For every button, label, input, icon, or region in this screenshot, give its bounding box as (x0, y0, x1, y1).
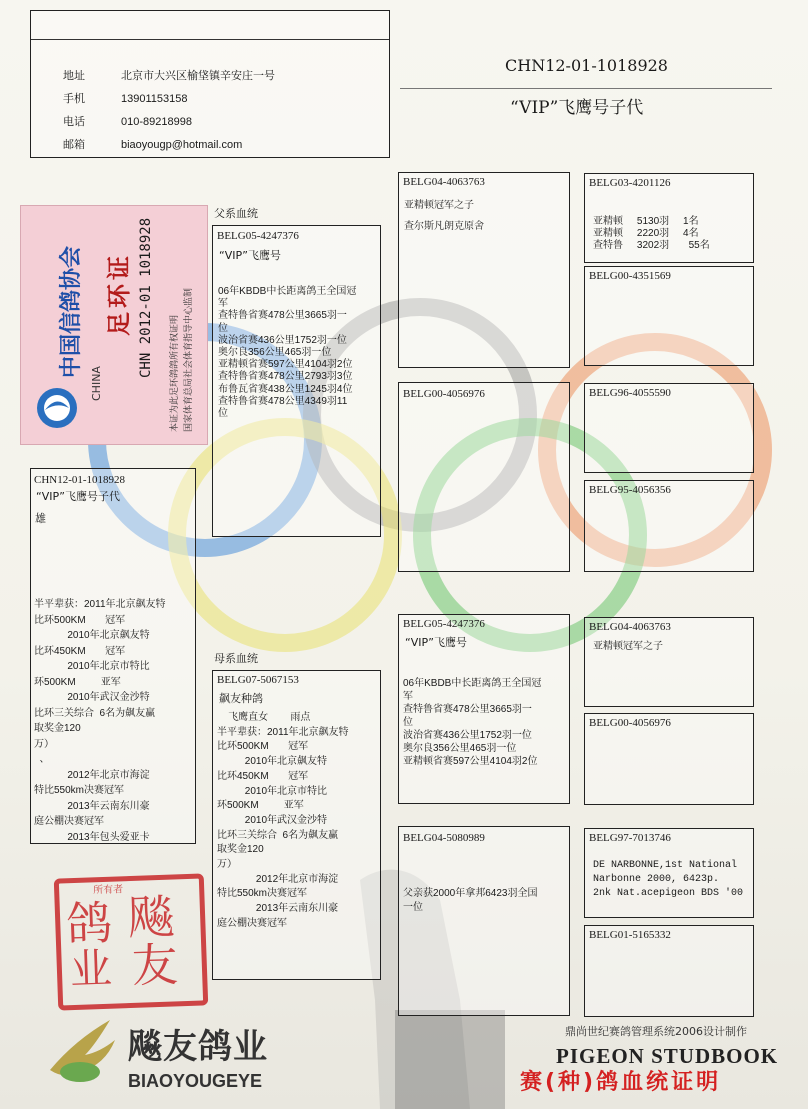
contact-row (63, 136, 242, 152)
contact-label: 电话 (63, 115, 85, 128)
text-line: 2010年武汉金沙特 (217, 814, 328, 826)
text-line: 2010年武汉金沙特 (34, 692, 150, 703)
contact-row (63, 90, 187, 106)
great-grandparent-id: BELG00-4351569 (589, 270, 671, 282)
grandsire-sire-id: BELG04-4063763 (403, 176, 485, 188)
text-line: 比环500KM 冠军 (217, 741, 309, 753)
granddam-dam-id: BELG04-5080989 (403, 832, 485, 844)
dam-name: 飙友种鸽 (219, 692, 263, 705)
grandsire-dam-achievements (403, 677, 541, 768)
text-line: 万） (34, 738, 54, 750)
great-grandparent-id: BELG03-4201126 (589, 177, 671, 189)
sire-line-label: 父系血统 (214, 207, 258, 220)
great-grandparent-box (584, 266, 754, 366)
text-line: 比环500KM 冠军 (34, 614, 126, 626)
brand-name-cn: 飚友鸽业 (128, 1027, 268, 1067)
text-line: 特比550km决赛冠军 (217, 888, 308, 900)
text-line: 亚精顿 2220羽 4名 (593, 228, 699, 239)
contact-value: 13901153158 (121, 93, 188, 105)
text-line: 军 (403, 691, 413, 702)
text-line: 2010年北京市特比 (34, 661, 150, 672)
dam-line-label: 母系血统 (214, 652, 258, 665)
great-grandparent-box (584, 617, 754, 707)
subject-box (30, 468, 196, 844)
grandsire-sire-box (398, 172, 570, 368)
stamp-char-2: 飚 (127, 889, 176, 946)
text-line: 查特鲁省赛478公里2793羽3位 (218, 371, 353, 383)
text-line: 亚精顿冠军之子 (404, 200, 474, 211)
stamp-char-3: 业 (69, 943, 113, 995)
great-grandparent-box (584, 925, 754, 1017)
text-line: 2013年包头爱亚卡 (34, 831, 150, 843)
grandsire-dam-box (398, 614, 570, 804)
text-line: 2010年北京飙友特 (217, 756, 328, 768)
text-line: 波治省赛436公里1752羽一位 (218, 334, 347, 346)
text-line: 2012年北京市海淀 (217, 873, 339, 885)
great-grandparent-id: BELG97-7013746 (589, 832, 671, 844)
text-line: 查特鲁 3202羽 55名 (593, 240, 710, 251)
grandsire-dam-name: “VIP”飞鹰号 (405, 636, 468, 649)
contact-box (30, 10, 390, 158)
text-line: 万） (217, 859, 237, 871)
text-line: 2010年北京市特比 (217, 785, 328, 797)
text-line: 06年KBDB中长距离鸽王全国冠 (218, 286, 357, 297)
stamp-owner-label: 所有者 (92, 884, 124, 897)
contact-value: 010-89218998 (121, 116, 192, 128)
text-line: 庭公棚决赛冠军 (34, 816, 104, 827)
text-line: 亚精顿省赛597公里4104羽2位 (218, 359, 353, 371)
dam-box (212, 670, 381, 980)
ring-card-org: 中国信鸽协会 (59, 245, 84, 378)
text-line: 半平辈获：2011年北京飙友特 (34, 599, 166, 610)
ring-card-note: 本证为此足环鸽鸽所有权证明 (170, 314, 180, 432)
text-line: Narbonne 2000, 6423p. (593, 874, 720, 885)
great-grandparent-box (584, 828, 754, 918)
subject-achievements (34, 597, 166, 845)
text-line: 特比550km决赛冠军 (34, 785, 125, 796)
text-line: 查特鲁省赛478公里4349羽11 (218, 395, 348, 407)
contact-label: 手机 (63, 92, 85, 105)
text-line: DE NARBONNE,1st National (593, 860, 738, 871)
great-grandparent-id: BELG04-4063763 (589, 621, 671, 633)
text-line: 比环三关综合 6名为飙友赢 (217, 829, 339, 841)
text-line: 布鲁瓦省赛438公里1245羽4位 (218, 383, 353, 395)
great-grandparent-box (584, 480, 754, 572)
grille-silhouette (395, 1010, 505, 1109)
text-line: 一位 (403, 902, 423, 913)
dam-id: BELG07-5067153 (217, 674, 299, 686)
text-line: 奥尔良356公里465羽一位 (403, 743, 517, 754)
text-line: 亚精顿 5130羽 1名 (593, 216, 699, 227)
text-line: 位 (403, 717, 413, 728)
contact-value: biaoyougp@hotmail.com (121, 139, 243, 151)
great-grandparent-notes (593, 216, 710, 252)
text-line: 、 (34, 754, 50, 765)
grandsire-sire-notes (404, 195, 484, 237)
text-line: 比环450KM 冠军 (34, 645, 126, 657)
stamp-char-1: 鸽 (65, 895, 114, 952)
cga-logo-icon (35, 386, 79, 430)
text-line: 奥尔良356公里465羽一位 (218, 347, 332, 359)
great-grandparent-box (584, 173, 754, 263)
text-line: 查特鲁省赛478公里3665羽一 (218, 310, 347, 322)
text-line: 取奖金120 (34, 723, 81, 734)
owner-stamp (54, 873, 209, 1010)
sire-achievements (218, 286, 356, 420)
text-line: 父亲获2000年拿邦6423羽全国 (403, 888, 538, 899)
text-line: 取奖金120 (217, 844, 264, 856)
footer-credit: 鼎尚世纪赛鸽管理系统2006设计制作 (565, 1025, 747, 1038)
great-grandparent-box (584, 383, 754, 473)
subject-sex: 雄 (35, 512, 46, 525)
ring-card-note2: 国家体育总局社会体育指导中心监制 (184, 287, 194, 432)
header-divider (400, 88, 772, 89)
text-line: 位 (218, 322, 228, 334)
contact-label: 邮箱 (63, 138, 85, 151)
text-line: 2010年北京飙友特 (34, 630, 150, 641)
text-line: 2nk Nat.acepigeon BDS '00 (593, 888, 744, 899)
text-line: 庭公棚决赛冠军 (217, 917, 287, 929)
contact-value: 北京市大兴区榆垡镇辛安庄一号 (121, 70, 275, 82)
text-line: 飞鹰直女 雨点 (217, 712, 311, 723)
text-line: 亚精顿省赛597公里4104羽2位 (403, 756, 538, 767)
brand-bird-icon (40, 1010, 120, 1090)
grandsire-dam-id: BELG05-4247376 (403, 618, 485, 630)
subject-name: “VIP”飞鹰号子代 (36, 490, 121, 503)
text-line: 2012年北京市海淀 (34, 769, 150, 781)
text-line: 06年KBDB中长距离鸽王全国冠 (403, 678, 542, 689)
contact-row (63, 113, 192, 129)
great-grandparent-id: BELG01-5165332 (589, 929, 671, 941)
granddam-sire-box (398, 382, 570, 572)
text-line: 2013年云南东川豪 (217, 903, 339, 915)
text-line: 环500KM 亚军 (217, 800, 304, 812)
brand-name-en: BIAOYOUGEYE (128, 1071, 263, 1091)
footer-cert-title: 赛(种)鸽血统证明 (520, 1070, 722, 1095)
great-grandparent-notes (593, 640, 663, 654)
text-line: 波治省赛436公里1752羽一位 (403, 730, 532, 741)
contact-label: 地址 (63, 69, 85, 82)
granddam-sire-id: BELG00-4056976 (403, 388, 485, 400)
text-line: 比环450KM 冠军 (217, 770, 309, 782)
granddam-dam-box (398, 826, 570, 1016)
ring-card-country: CHINA (90, 366, 103, 401)
dam-achievements (217, 711, 349, 932)
great-grandparent-notes (593, 859, 743, 901)
text-line: 查特鲁省赛478公里3665羽一 (403, 704, 532, 715)
header-ring-id: CHN12-01-1018928 (505, 56, 668, 75)
text-line: 查尔斯凡朗克原舍 (404, 221, 484, 232)
sire-id: BELG05-4247376 (217, 230, 299, 242)
stamp-char-4: 友 (130, 937, 179, 993)
text-line: 军 (218, 298, 228, 310)
text-line: 位 (218, 408, 228, 420)
sire-name: “VIP”飞鹰号 (219, 249, 282, 262)
text-line: 亚精顿冠军之子 (593, 641, 663, 652)
ring-certificate-card (20, 205, 208, 445)
text-line: 2013年云南东川豪 (34, 800, 150, 812)
great-grandparent-id: BELG96-4055590 (589, 387, 671, 399)
sire-box (212, 225, 381, 537)
granddam-dam-notes (403, 887, 538, 915)
text-line: 比环三关综合 6名为飙友赢 (34, 707, 156, 719)
header-name: “VIP”飞鹰号子代 (510, 98, 644, 118)
footer-studbook: PIGEON STUDBOOK (556, 1044, 779, 1068)
ring-card-title: 足环证 (105, 252, 133, 336)
contact-row (63, 67, 275, 83)
text-line: 半平辈获：2011年北京飙友特 (217, 726, 349, 738)
great-grandparent-box (584, 713, 754, 805)
ring-card-number: CHN 2012-01 1018928 (138, 217, 154, 378)
great-grandparent-id: BELG95-4056356 (589, 484, 671, 496)
text-line: 环500KM 亚军 (34, 676, 121, 688)
subject-id: CHN12-01-1018928 (34, 474, 126, 486)
great-grandparent-id: BELG00-4056976 (589, 717, 671, 729)
